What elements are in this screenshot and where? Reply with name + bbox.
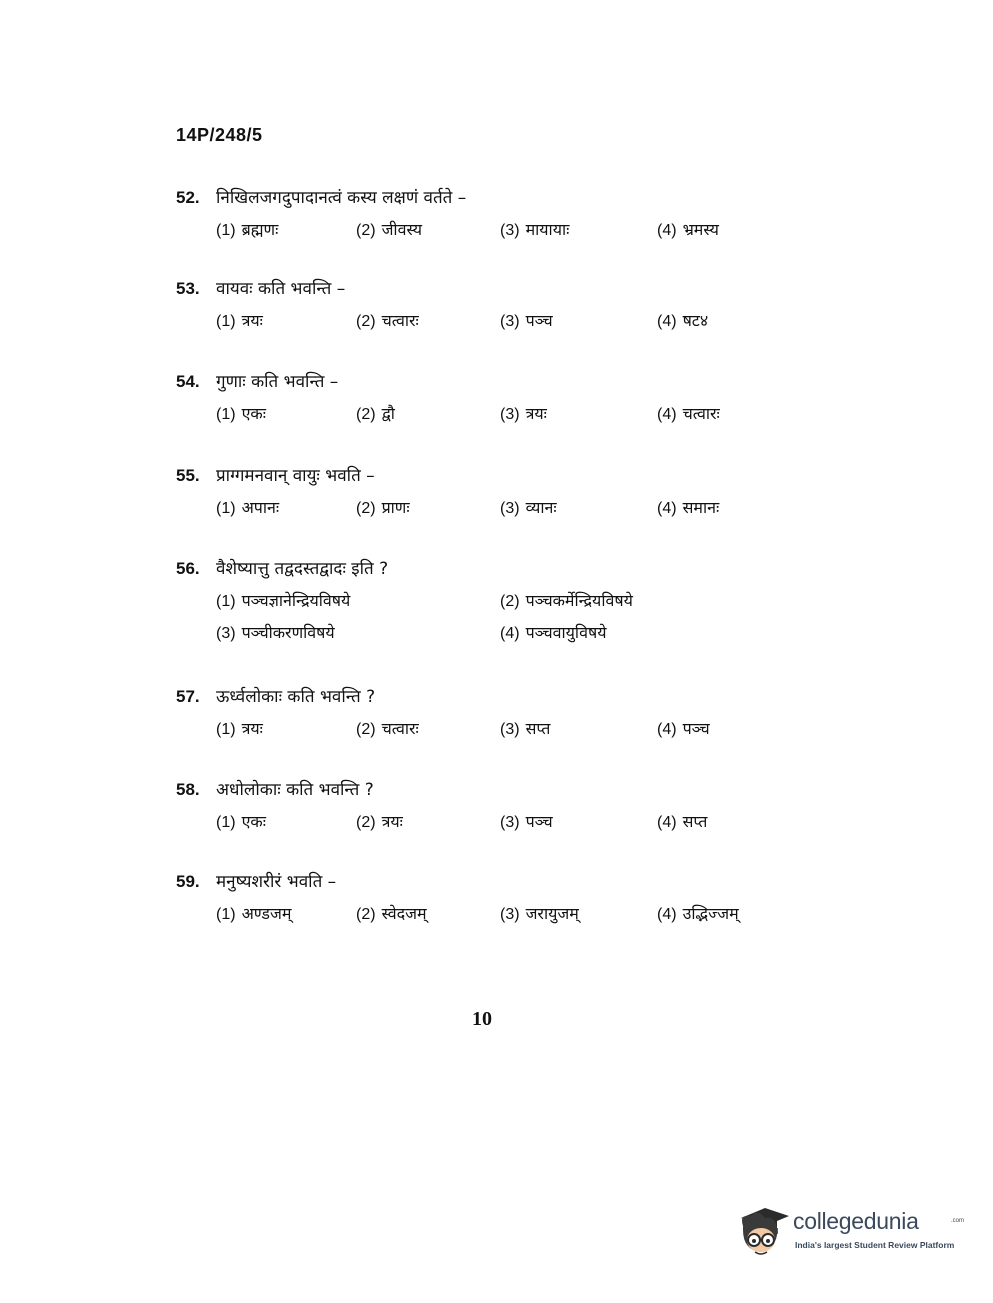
brand-name: collegedunia: [793, 1208, 919, 1234]
option-2: (2) स्वेदजम्: [356, 904, 427, 923]
question-text: प्राग्गमनवान् वायुः भवति –: [216, 466, 375, 486]
option-2: (2) त्रयः: [356, 812, 403, 831]
option-1: (1) त्रयः: [216, 719, 263, 738]
option-4: (4) सप्त: [657, 812, 708, 831]
option-4: (4) पञ्चवायुविषये: [500, 623, 607, 642]
collegedunia-watermark: [735, 1196, 965, 1266]
question-text: वायवः कति भवन्ति –: [216, 279, 346, 299]
option-3: (3) जरायुजम्: [500, 904, 579, 923]
collegedunia-mascot-icon: [735, 1200, 791, 1262]
option-3: (3) पञ्च: [500, 812, 553, 831]
question-text: वैशेष्यात्तु तद्वदस्तद्वादः इति ?: [216, 559, 389, 579]
question-text: अधोलोकाः कति भवन्ति ?: [216, 780, 374, 800]
option-2: (2) चत्वारः: [356, 719, 419, 738]
option-1: (1) पञ्चज्ञानेन्द्रियविषये: [216, 591, 351, 610]
option-2: (2) पञ्चकर्मेन्द्रियविषये: [500, 591, 633, 610]
option-4: (4) समानः: [657, 498, 720, 517]
brand-tagline: India's largest Student Review Platform: [795, 1240, 955, 1250]
question-number: 52.: [176, 188, 200, 207]
option-4: (4) भ्रमस्य: [657, 220, 719, 239]
option-1: (1) एकः: [216, 404, 266, 423]
question-number: 55.: [176, 466, 200, 485]
question-52: [176, 185, 796, 252]
option-1: (1) एकः: [216, 812, 266, 831]
question-text: निखिलजगदुपादानत्वं कस्य लक्षणं वर्तते –: [216, 188, 467, 208]
question-text: मनुष्यशरीरं भवति –: [216, 872, 337, 892]
option-4: (4) उद्भिज्जम्: [657, 904, 739, 923]
option-2: (2) चत्वारः: [356, 311, 419, 330]
option-1: (1) अण्डजम्: [216, 904, 292, 923]
question-53: [176, 276, 796, 343]
option-4: (4) चत्वारः: [657, 404, 720, 423]
question-number: 53.: [176, 279, 200, 298]
option-2: (2) द्वौ: [356, 404, 395, 423]
option-3: (3) व्यानः: [500, 498, 557, 517]
option-4: (4) षट४: [657, 311, 709, 330]
option-3: (3) त्रयः: [500, 404, 547, 423]
option-3: (3) पञ्चीकरणविषये: [216, 623, 335, 642]
question-59: [176, 869, 796, 936]
question-54: [176, 369, 796, 436]
question-55: [176, 463, 796, 530]
option-1: (1) त्रयः: [216, 311, 263, 330]
question-56: [176, 556, 796, 655]
question-58: [176, 777, 796, 844]
option-2: (2) जीवस्य: [356, 220, 422, 239]
option-1: (1) ब्रह्मणः: [216, 220, 279, 239]
option-3: (3) पञ्च: [500, 311, 553, 330]
option-4: (4) पञ्च: [657, 719, 710, 738]
question-number: 57.: [176, 687, 200, 706]
question-number: 54.: [176, 372, 200, 391]
question-text: गुणाः कति भवन्ति –: [216, 372, 339, 392]
page-number: 10: [472, 1008, 492, 1030]
option-1: (1) अपानः: [216, 498, 280, 517]
question-number: 56.: [176, 559, 200, 578]
question-number: 59.: [176, 872, 200, 891]
option-2: (2) प्राणः: [356, 498, 410, 517]
question-number: 58.: [176, 780, 200, 799]
option-3: (3) मायायाः: [500, 220, 570, 239]
paper-code: 14P/248/5: [176, 125, 263, 145]
option-3: (3) सप्त: [500, 719, 551, 738]
question-text: ऊर्ध्वलोकाः कति भवन्ति ?: [216, 687, 376, 707]
question-57: [176, 684, 796, 751]
brand-domain-suffix: .com: [951, 1218, 965, 1224]
